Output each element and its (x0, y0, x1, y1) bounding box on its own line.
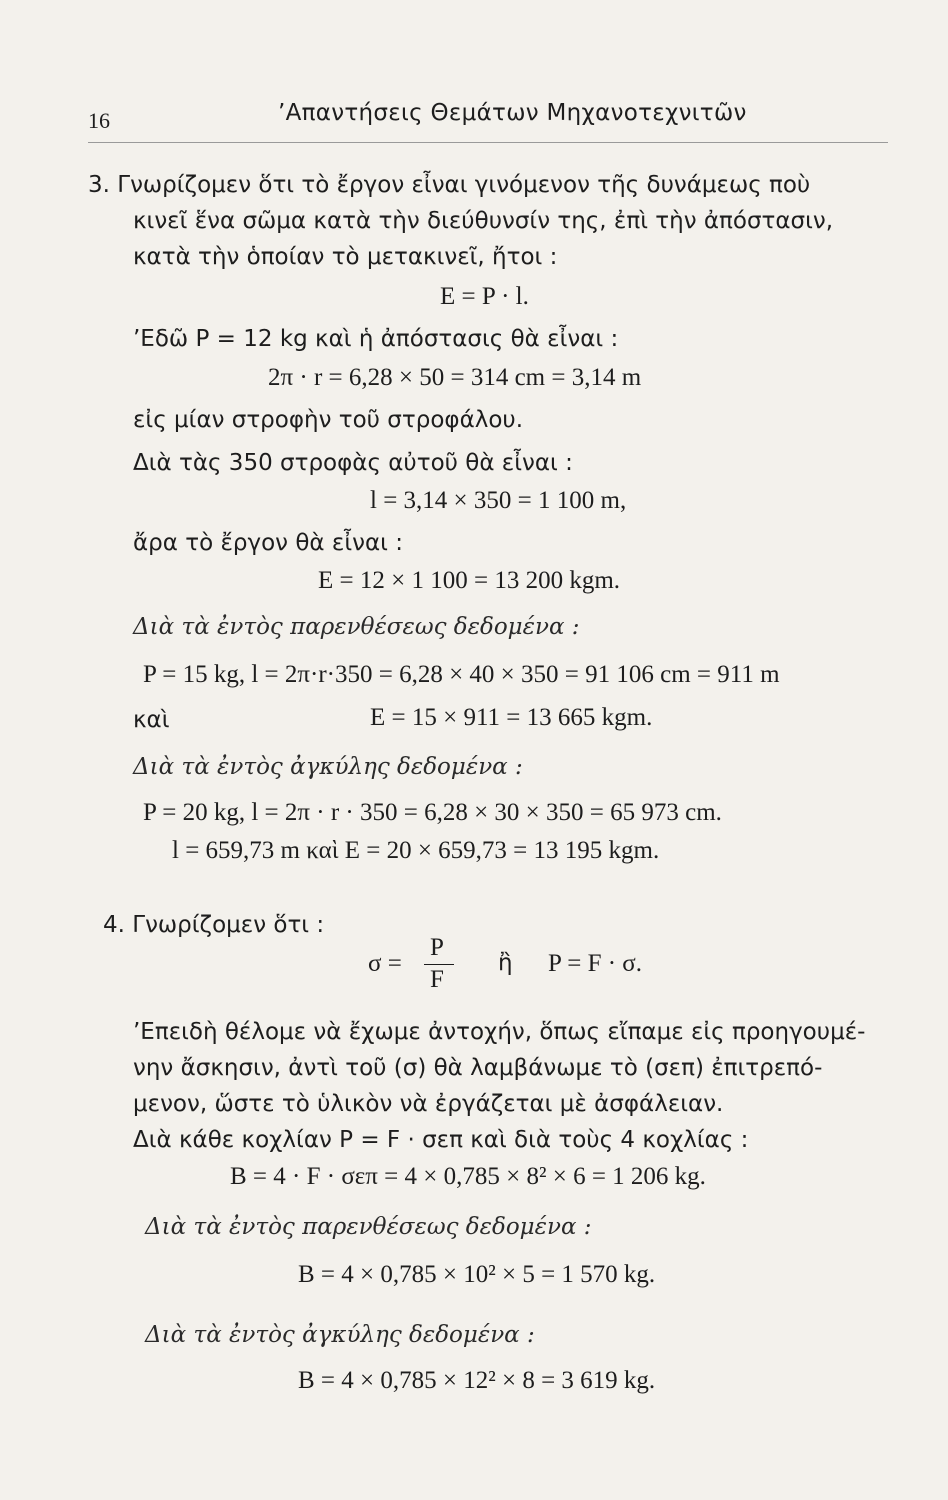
stress-formula (368, 934, 668, 998)
formula-conjunction: ἢ (498, 950, 513, 976)
given-force-line: ’Εδῶ P = 12 kg καὶ ἡ ἀπόστασις θὰ εἶναι : (133, 326, 619, 352)
one-revolution-line: εἰς μίαν στροφὴν τοῦ στροφάλου. (133, 407, 524, 433)
page-header (88, 100, 888, 140)
page-number: 16 (88, 108, 110, 133)
sigma-symbol: σ = (368, 950, 402, 977)
problem-3-line-2: κινεῖ ἕνα σῶμα κατὰ τὴν διεύθυνσίν της, ἐπὶ τὴν ἀπόστασιν, (133, 208, 834, 234)
force-formula: P = F · σ. (548, 950, 643, 977)
therefore-work-line: ἄρα τὸ ἔργον θὰ εἶναι : (133, 530, 403, 556)
work-result-equation: E = 12 × 1 100 = 13 200 kgm. (318, 567, 621, 594)
formula-numerator: P (430, 934, 444, 961)
parenthesis-distance-equation: P = 15 kg, l = 2π·r·350 = 6,28 × 40 × 350 = 91 106 cm = 911 m (143, 661, 780, 688)
distance-equation: l = 3,14 × 350 = 1 100 m, (370, 487, 627, 514)
formula-denominator: F (430, 966, 444, 993)
load-equation-bracket: B = 4 × 0,785 × 12² × 8 = 3 619 kg. (298, 1367, 656, 1394)
bracket-data-heading: Διὰ τὰ ἐντὸς ἀγκύλης δεδομένα : (133, 754, 523, 780)
parenthesis-data-heading: Διὰ τὰ ἐντὸς παρενθέσεως δεδομένα : (133, 614, 580, 640)
bracket-distance-equation: P = 20 kg, l = 2π · r · 350 = 6,28 × 30 × 350 = 65 973 cm. (143, 799, 722, 826)
problem-3-line-1: 3. Γνωρίζομεν ὅτι τὸ ἔργον εἶναι γινόμενον τῆς δυνάμεως ποὺ (88, 172, 811, 198)
per-bolt-line: Διὰ κάθε κοχλίαν P = F · σεπ καὶ διὰ τοὺς 4 κοχλίας : (133, 1127, 749, 1153)
load-equation-main: B = 4 · F · σεπ = 4 × 0,785 × 8² × 6 = 1 206 kg. (230, 1163, 706, 1190)
running-title: ’Απαντήσεις Θεμάτων Μηχανοτεχνιτῶν (278, 100, 747, 126)
load-equation-parenthesis: B = 4 × 0,785 × 10² × 5 = 1 570 kg. (298, 1261, 656, 1288)
parenthesis-work-equation: E = 15 × 911 = 13 665 kgm. (370, 704, 653, 731)
problem-4-line-2: νην ἄσκησιν, ἀντὶ τοῦ (σ) θὰ λαμβάνωμε τὸ (σεπ) ἐπιτρεπό- (133, 1055, 823, 1081)
circumference-equation: 2π · r = 6,28 × 50 = 314 cm = 3,14 m (268, 364, 642, 391)
fraction-bar (424, 964, 454, 965)
problem-4-line-1: ’Επειδὴ θέλομε νὰ ἔχωμε ἀντοχήν, ὅπως εἴπαμε εἰς προηγουμέ- (133, 1019, 866, 1045)
work-formula: E = P · l. (440, 283, 529, 310)
and-word: καὶ (133, 707, 170, 733)
revolutions-line: Διὰ τὰς 350 στροφὰς αὐτοῦ θὰ εἶναι : (133, 450, 573, 476)
problem-4-line-3: μενον, ὥστε τὸ ὑλικὸν νὰ ἐργάζεται μὲ ἀσφάλειαν. (133, 1091, 724, 1117)
bracket-data-heading-2: Διὰ τὰ ἐντὸς ἀγκύλης δεδομένα : (145, 1322, 535, 1348)
header-rule (88, 142, 888, 143)
problem-4-intro: 4. Γνωρίζομεν ὅτι : (103, 912, 325, 938)
bracket-work-equation: l = 659,73 m καὶ E = 20 × 659,73 = 13 195 kgm. (172, 837, 660, 864)
parenthesis-data-heading-2: Διὰ τὰ ἐντὸς παρενθέσεως δεδομένα : (145, 1214, 592, 1240)
problem-3-line-3: κατὰ τὴν ὁποίαν τὸ μετακινεῖ, ἤτοι : (133, 244, 558, 270)
